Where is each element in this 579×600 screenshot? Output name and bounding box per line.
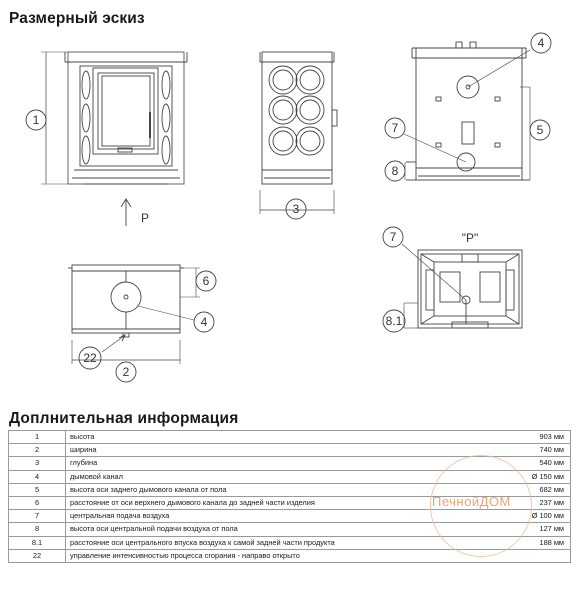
- row-value: 740 мм: [503, 444, 570, 457]
- arrow-p-label: P: [141, 211, 150, 225]
- info-title: Доплнительная информация: [9, 410, 239, 427]
- callout-2: 2: [122, 365, 130, 379]
- row-num: 8.1: [9, 536, 66, 549]
- rear-view: [385, 33, 551, 181]
- row-num: 3: [9, 457, 66, 470]
- view-p-label: "P": [461, 231, 479, 245]
- row-num: 5: [9, 483, 66, 496]
- row-num: 6: [9, 496, 66, 509]
- row-num: 4: [9, 470, 66, 483]
- side-view: [260, 52, 337, 219]
- row-desc: высота оси центральной подачи воздуха от пола: [66, 523, 504, 536]
- row-desc: глубина: [66, 457, 504, 470]
- callout-8: 8: [391, 164, 399, 178]
- bottom-view-p: [383, 227, 522, 332]
- table-row: [9, 431, 571, 444]
- row-value: 237 мм: [503, 496, 570, 509]
- row-value: Ø 100 мм: [503, 510, 570, 523]
- row-value: 682 мм: [503, 483, 570, 496]
- row-num: 1: [9, 431, 66, 444]
- callout-4-top: 4: [200, 315, 208, 329]
- row-desc: управление интенсивностью процесса сгорания - направо открыто: [66, 549, 504, 562]
- row-desc: ширина: [66, 444, 504, 457]
- row-value: 188 мм: [503, 536, 570, 549]
- row-num: 8: [9, 523, 66, 536]
- row-desc: центральная подача воздуха: [66, 510, 504, 523]
- sketch-title: Размерный эскиз: [9, 10, 145, 27]
- row-value: Ø 150 мм: [503, 470, 570, 483]
- row-desc: расстояние от оси верхнего дымового канала до задней части изделия: [66, 496, 504, 509]
- row-desc: высота оси заднего дымового канала от пола: [66, 483, 504, 496]
- callout-4-rear: 4: [537, 36, 545, 50]
- callout-6: 6: [202, 274, 210, 288]
- callout-7-bottom: 7: [389, 230, 397, 244]
- callout-3: 3: [292, 202, 300, 216]
- row-num: 2: [9, 444, 66, 457]
- callout-7-rear: 7: [391, 121, 399, 135]
- row-num: 7: [9, 510, 66, 523]
- row-value: 540 мм: [503, 457, 570, 470]
- front-view: [26, 52, 187, 226]
- callout-22: 22: [83, 351, 97, 365]
- callout-1: 1: [32, 113, 40, 127]
- callout-5: 5: [536, 123, 544, 137]
- callout-8-1: 8.1: [385, 314, 403, 328]
- row-value: 903 мм: [503, 431, 570, 444]
- row-value: 127 мм: [503, 523, 570, 536]
- row-desc: расстояние оси центрального впуска воздуха к самой задней части продукта: [66, 536, 504, 549]
- row-desc: дымовой канал: [66, 470, 504, 483]
- row-desc: высота: [66, 431, 504, 444]
- row-value: [503, 549, 570, 562]
- row-num: 22: [9, 549, 66, 562]
- watermark-text: ПечнойДОМ: [432, 494, 511, 509]
